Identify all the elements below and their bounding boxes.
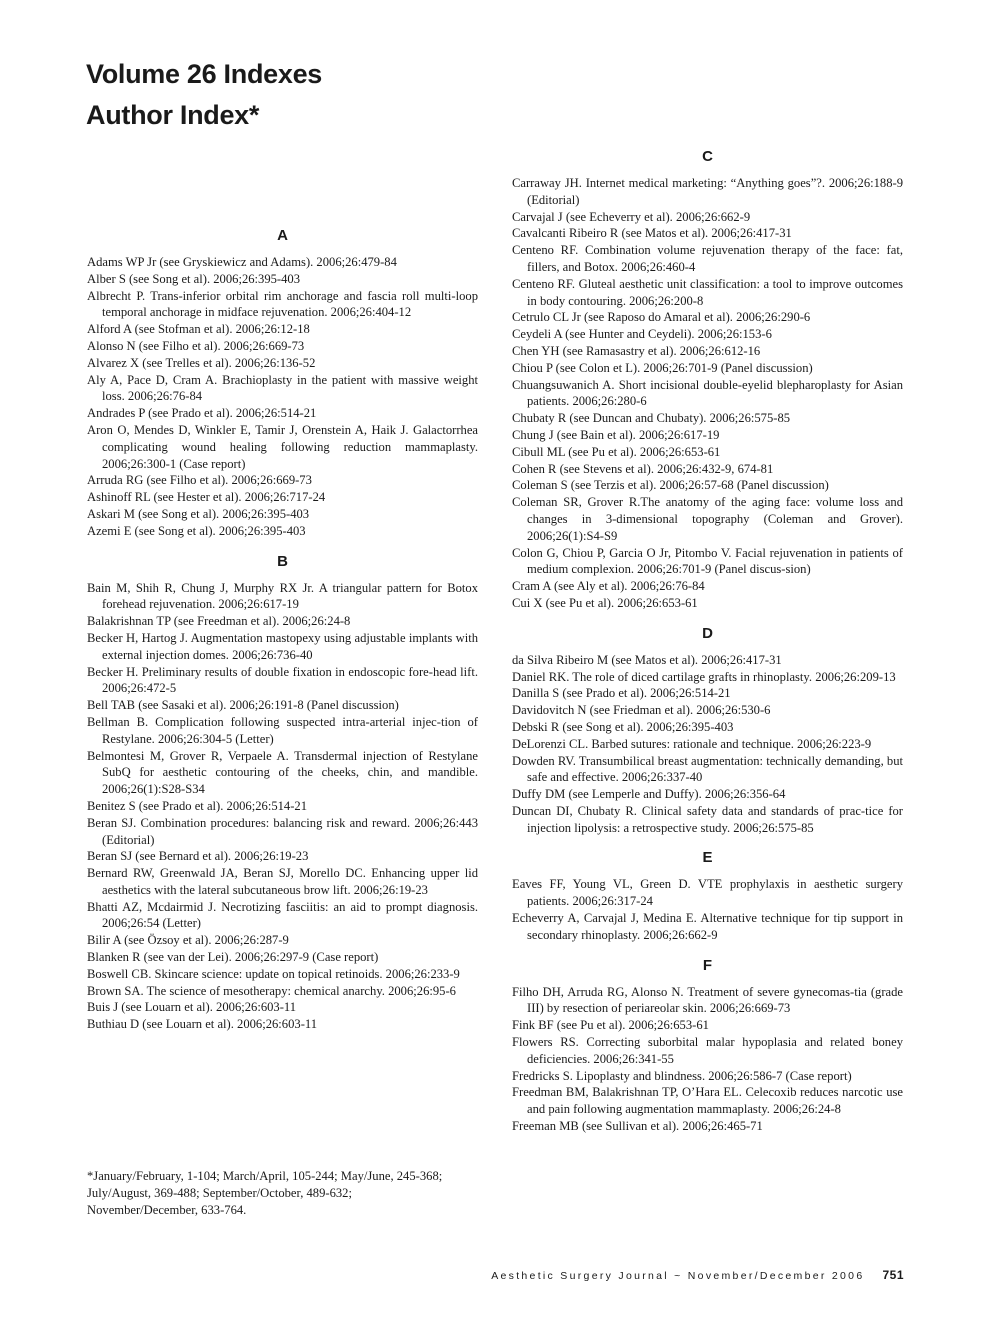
index-entry: Buis J (see Louarn et al). 2006;26:603-11 — [87, 1000, 297, 1015]
index-entry: Fredricks S. Lipoplasty and blindness. 2006;26:586-7 (Case report) — [512, 1068, 852, 1083]
index-entry: Dowden RV. Transumbilical breast augmentation: technically demanding, but safe and effective. 2006;26:337-40 — [512, 753, 903, 785]
index-entry: Arruda RG (see Filho et al). 2006;26:669-73 — [87, 473, 312, 488]
index-entry: Boswell CB. Skincare science: update on topical retinoids. 2006;26:233-9 — [87, 966, 460, 981]
index-entry: Alber S (see Song et al). 2006;26:395-403 — [87, 271, 301, 286]
index-entry: Benitez S (see Prado et al). 2006;26:514-21 — [87, 798, 307, 813]
index-entry: Alonso N (see Filho et al). 2006;26:669-73 — [87, 338, 305, 353]
index-entry: Fink BF (see Pu et al). 2006;26:653-61 — [512, 1018, 709, 1033]
index-entry: Ceydeli A (see Hunter and Ceydeli). 2006;26:153-6 — [512, 327, 772, 342]
index-entry: Becker H, Hartog J. Augmentation mastopexy using adjustable implants with external injection domes. 2006;26:736-40 — [87, 630, 478, 662]
index-entry: Becker H. Preliminary results of double fixation in endoscopic fore-head lift. 2006;26:472-5 — [87, 664, 478, 696]
index-entry: DeLorenzi CL. Barbed sutures: rationale and technique. 2006;26:223-9 — [512, 736, 872, 751]
left-column — [87, 227, 478, 1033]
index-entry: Chubaty R (see Duncan and Chubaty). 2006;26:575-85 — [512, 411, 791, 426]
index-entry: Beran SJ. Combination procedures: balancing risk and reward. 2006;26:443 (Editorial) — [87, 815, 478, 847]
volume-title: Volume 26 Indexes — [86, 59, 323, 89]
index-entry: Colon G, Chiou P, Garcia O Jr, Pitombo V. Facial rejuvenation in patients of medium complexion. 2006;26:701-9 (Panel discus-sion) — [512, 545, 903, 577]
index-entry: Azemi E (see Song et al). 2006;26:395-403 — [87, 523, 306, 538]
index-entry: Duffy DM (see Lemperle and Duffy). 2006;26:356-64 — [512, 787, 786, 802]
index-entry: Askari M (see Song et al). 2006;26:395-403 — [87, 506, 310, 521]
index-entry: Bellman B. Complication following suspected intra-arterial injec-tion of Restylane. 2006;26:304-5 (Letter) — [87, 714, 478, 746]
index-entry: Daniel RK. The role of diced cartilage grafts in rhinoplasty. 2006;26:209-13 — [512, 669, 896, 684]
index-entry: Chuangsuwanich A. Short incisional double-eyelid blepharoplasty for Asian patients. 2006;26:280-6 — [512, 377, 903, 409]
index-entry: Bernard RW, Greenwald JA, Beran SJ, Morello DC. Enhancing upper lid aesthetics with the lateral subcutaneous brow lift. 2006;26:19-23 — [87, 866, 478, 897]
index-entry: Carvajal J (see Echeverry et al). 2006;26:662-9 — [512, 209, 751, 224]
index-entry: Cohen R (see Stevens et al). 2006;26:432-9, 674-81 — [512, 461, 774, 476]
page-title-block — [86, 54, 322, 136]
index-entry: Freedman BM, Balakrishnan TP, O’Hara EL. Celecoxib reduces narcotic use and pain following augmentation mammaplasty. 2006;26:24-8 — [512, 1085, 903, 1117]
index-entry: Andrades P (see Prado et al). 2006;26:514-21 — [87, 406, 317, 421]
index-entry: Cibull ML (see Pu et al). 2006;26:653-61 — [512, 444, 721, 459]
section-letter-a: A — [277, 227, 288, 244]
index-entry: Balakrishnan TP (see Freedman et al). 2006;26:24-8 — [87, 614, 351, 629]
index-entry: Debski R (see Song et al). 2006;26:395-403 — [512, 719, 734, 734]
index-entry: Eaves FF, Young VL, Green D. VTE prophylaxis in aesthetic surgery patients. 2006;26:317-24 — [512, 877, 903, 909]
index-entry: Chen YH (see Ramasastry et al). 2006;26:612-16 — [512, 343, 761, 358]
section-letter-d: D — [702, 624, 713, 642]
index-entry: Alvarez X (see Trelles et al). 2006;26:136-52 — [87, 355, 316, 370]
index-entry: Flowers RS. Correcting suborbital malar hypoplasia and related boney deficiencies. 2006;26:341-55 — [512, 1035, 903, 1066]
index-entry: da Silva Ribeiro M (see Matos et al). 2006;26:417-31 — [512, 652, 782, 667]
index-entry: Centeno RF. Gluteal aesthetic unit classification: a tool to improve outcomes in body contouring. 2006;26:200-8 — [512, 276, 903, 308]
index-entry: Bell TAB (see Sasaki et al). 2006;26:191-8 (Panel discussion) — [87, 698, 399, 713]
index-entry: Alford A (see Stofman et al). 2006;26:12-18 — [87, 322, 310, 337]
index-entry: Echeverry A, Carvajal J, Medina E. Alternative technique for tip support in secondary rhinoplasty. 2006;26:662-9 — [512, 911, 903, 942]
index-entry: Bain M, Shih R, Chung J, Murphy RX Jr. A triangular pattern for Botox forehead rejuvenation. 2006;26:617-19 — [87, 580, 478, 612]
index-entry: Adams WP Jr (see Gryskiewicz and Adams). 2006;26:479-84 — [87, 255, 397, 269]
journal-name: Aesthetic Surgery Journal ~ November/December 2006 — [491, 1270, 865, 1282]
index-entry: Cetrulo CL Jr (see Raposo do Amaral et al). 2006;26:290-6 — [512, 310, 811, 325]
index-entry: Aron O, Mendes D, Winkler E, Tamir J, Orenstein A, Haik J. Galactorrhea complicating wound healing following reduction mammaplasty. 2006;26:300-1 (Case report) — [87, 422, 478, 471]
index-entry: Bhatti AZ, Mcdairmid J. Necrotizing fasciitis: an aid to prompt diagnosis. 2006;26:54 (Letter) — [87, 899, 478, 931]
index-entry: Chiou P (see Colon et L). 2006;26:701-9 (Panel discussion) — [512, 360, 813, 375]
right-column — [512, 148, 903, 1135]
index-entry: Coleman S (see Terzis et al). 2006;26:57-68 (Panel discussion) — [512, 478, 829, 493]
index-entry: Beran SJ (see Bernard et al). 2006;26:19-23 — [87, 849, 309, 864]
index-title: Author Index* — [86, 100, 260, 130]
section-letter-e: E — [702, 849, 713, 867]
section-letter-b: B — [277, 552, 288, 570]
index-entry: Aly A, Pace D, Cram A. Brachioplasty in the patient with massive weight loss. 2006;26:76-84 — [87, 372, 478, 404]
section-letter-f: F — [702, 956, 713, 974]
index-entry: Ashinoff RL (see Hester et al). 2006;26:717-24 — [87, 490, 326, 505]
index-entry: Chung J (see Bain et al). 2006;26:617-19 — [512, 427, 720, 442]
index-entry: Danilla S (see Prado et al). 2006;26:514-21 — [512, 686, 731, 701]
running-footer — [491, 1268, 904, 1282]
issue-page-footnote: *January/February, 1-104; March/April, 105-244; May/June, 245-368; July/August, 369-488; September/October, 489-632; November/December, 633-764. — [87, 1169, 443, 1217]
index-entry: Davidovitch N (see Friedman et al). 2006;26:530-6 — [512, 703, 771, 718]
index-entry: Duncan DI, Chubaty R. Clinical safety data and standards of prac-tice for injection lipolysis: a retrospective study. 2006;26:575-85 — [512, 803, 903, 835]
index-entry: Brown SA. The science of mesotherapy: chemical anarchy. 2006;26:95-6 — [87, 983, 456, 998]
index-entry: Belmontesi M, Grover R, Verpaele A. Transdermal injection of Restylane SubQ for aesthetic contouring of the cheeks, chin, and mandible. 2006;26(1):S28-S34 — [87, 748, 478, 797]
index-entry: Centeno RF. Combination volume rejuvenation therapy of the face: fat, fillers, and Botox. 2006;26:460-4 — [512, 243, 903, 274]
page-number: 751 — [882, 1268, 904, 1282]
index-entry: Cram A (see Aly et al). 2006;26:76-84 — [512, 579, 705, 594]
index-entry: Buthiau D (see Louarn et al). 2006;26:603-11 — [87, 1017, 318, 1032]
index-entry: Bilir A (see Özsoy et al). 2006;26:287-9 — [87, 933, 289, 948]
index-entry: Blanken R (see van der Lei). 2006;26:297-9 (Case report) — [87, 950, 379, 965]
index-entry: Carraway JH. Internet medical marketing: “Anything goes”?. 2006;26:188-9 (Editorial) — [512, 176, 903, 207]
index-entry: Cui X (see Pu et al). 2006;26:653-61 — [512, 595, 698, 610]
index-entry: Cavalcanti Ribeiro R (see Matos et al). 2006;26:417-31 — [512, 226, 792, 241]
section-letter-c: C — [702, 148, 713, 165]
index-entry: Filho DH, Arruda RG, Alonso N. Treatment of severe gynecomas-tia (grade III) by resection of periareolar skin. 2006;26:669-73 — [512, 984, 903, 1016]
index-entry: Albrecht P. Trans-inferior orbital rim anchorage and fascia roll multi-loop temporal anchorage in midface rejuvenation. 2006;26:404-12 — [87, 288, 478, 320]
index-entry: Freeman MB (see Sullivan et al). 2006;26:465-71 — [512, 1119, 763, 1134]
index-entry: Coleman SR, Grover R.The anatomy of the aging face: volume loss and changes in 3-dimensional topography (Coleman and Grover). 2006;26(1):S4-S9 — [512, 495, 903, 543]
